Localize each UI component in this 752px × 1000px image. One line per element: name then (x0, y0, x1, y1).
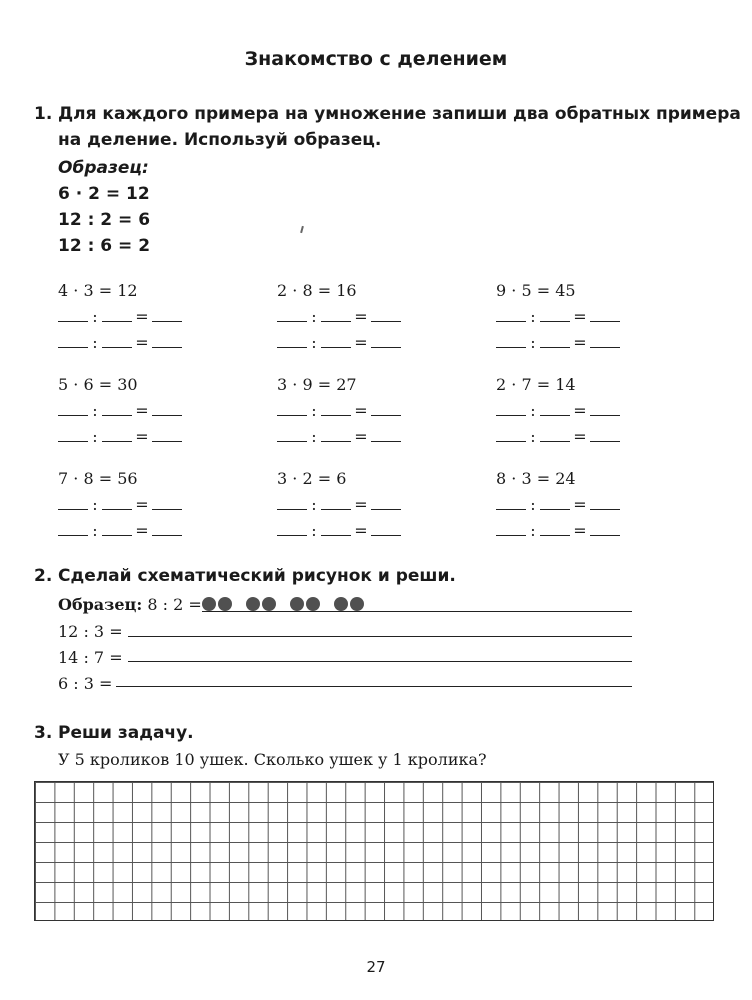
division-blank-row (496, 330, 696, 356)
dot-icon (306, 597, 320, 611)
division-sign: : (92, 333, 98, 352)
pencil-mark (300, 226, 304, 233)
division-sign: : (530, 495, 536, 514)
example-equation: 5 · 6 = 30 (58, 375, 138, 394)
answer-blank[interactable] (321, 305, 351, 322)
example-block (58, 466, 258, 544)
example-equation: 2 · 7 = 14 (496, 375, 576, 394)
answer-blank[interactable] (371, 493, 401, 510)
task-1-sample-line: 12 : 6 = 2 (58, 236, 151, 256)
division-sign: : (311, 521, 317, 540)
equals-sign: = (354, 307, 368, 326)
division-sign: : (311, 427, 317, 446)
task-2-answer-line[interactable] (128, 661, 632, 662)
answer-blank[interactable] (590, 399, 620, 416)
answer-grid[interactable] (34, 781, 714, 921)
division-blank-row (58, 518, 258, 544)
equals-sign: = (354, 521, 368, 540)
answer-blank[interactable] (590, 305, 620, 322)
division-sign: : (92, 401, 98, 420)
answer-blank[interactable] (321, 399, 351, 416)
answer-blank[interactable] (371, 519, 401, 536)
dot-group (246, 596, 278, 615)
task-2-row-expression: 6 : 3 = (58, 674, 113, 693)
answer-blank[interactable] (321, 493, 351, 510)
answer-blank[interactable] (277, 425, 307, 442)
dot-icon (334, 597, 348, 611)
dot-icon (202, 597, 216, 611)
division-sign: : (92, 521, 98, 540)
dot-icon (246, 597, 260, 611)
answer-blank[interactable] (277, 305, 307, 322)
task-3-number: 3. (34, 723, 53, 743)
answer-blank[interactable] (496, 399, 526, 416)
answer-blank[interactable] (58, 331, 88, 348)
page-number: 27 (366, 958, 386, 976)
equals-sign: = (354, 401, 368, 420)
division-blank-row (277, 492, 477, 518)
task-2-row (58, 620, 123, 644)
division-blank-row (58, 492, 258, 518)
division-blank-row (277, 304, 477, 330)
division-sign: : (92, 495, 98, 514)
equals-sign: = (354, 333, 368, 352)
division-sign: : (311, 495, 317, 514)
task-2-sample-prefix: Образец: (58, 595, 143, 614)
dot-icon (262, 597, 276, 611)
task-3-heading (34, 723, 194, 743)
task-2-row (58, 646, 123, 670)
dot-group (202, 596, 234, 615)
division-blank-row (277, 330, 477, 356)
answer-blank[interactable] (371, 305, 401, 322)
equals-sign: = (135, 427, 149, 446)
example-block (496, 466, 696, 544)
equals-sign: = (135, 333, 149, 352)
division-sign: : (92, 307, 98, 326)
division-blank-row (58, 398, 258, 424)
answer-blank[interactable] (58, 519, 88, 536)
answer-blank[interactable] (540, 425, 570, 442)
task-1-heading (34, 104, 741, 124)
task-2-sample-row (58, 593, 202, 617)
answer-blank[interactable] (152, 493, 182, 510)
answer-blank[interactable] (540, 305, 570, 322)
task-1-number: 1. (34, 104, 53, 124)
answer-blank[interactable] (590, 493, 620, 510)
task-3-text: Реши задачу. (58, 723, 194, 743)
answer-blank[interactable] (102, 519, 132, 536)
division-sign: : (92, 427, 98, 446)
answer-blank[interactable] (102, 425, 132, 442)
answer-blank[interactable] (540, 519, 570, 536)
task-2-text: Сделай схематический рисунок и реши. (58, 566, 456, 586)
example-block (496, 372, 696, 450)
answer-blank[interactable] (540, 493, 570, 510)
answer-blank[interactable] (371, 425, 401, 442)
answer-blank[interactable] (277, 399, 307, 416)
division-blank-row (496, 424, 696, 450)
dot-icon (290, 597, 304, 611)
division-sign: : (311, 333, 317, 352)
division-blank-row (58, 330, 258, 356)
answer-blank[interactable] (58, 399, 88, 416)
answer-blank[interactable] (371, 399, 401, 416)
equals-sign: = (573, 427, 587, 446)
task-2-sample-line (202, 611, 632, 612)
task-1-text-line2: на деление. Используй образец. (58, 130, 382, 150)
dot-group (334, 596, 366, 615)
answer-blank[interactable] (321, 425, 351, 442)
division-sign: : (311, 401, 317, 420)
division-blank-row (58, 304, 258, 330)
answer-blank[interactable] (540, 331, 570, 348)
equals-sign: = (573, 521, 587, 540)
example-equation: 4 · 3 = 12 (58, 281, 138, 300)
answer-blank[interactable] (102, 493, 132, 510)
answer-blank[interactable] (58, 493, 88, 510)
task-2-answer-line[interactable] (128, 636, 632, 637)
answer-blank[interactable] (321, 519, 351, 536)
answer-blank[interactable] (540, 399, 570, 416)
example-block (277, 278, 477, 356)
division-blank-row (277, 518, 477, 544)
equals-sign: = (354, 427, 368, 446)
answer-blank[interactable] (321, 331, 351, 348)
equals-sign: = (135, 521, 149, 540)
answer-blank[interactable] (152, 519, 182, 536)
task-2-row-expression: 14 : 7 = (58, 648, 123, 667)
division-blank-row (496, 304, 696, 330)
task-1-text-line1: Для каждого примера на умножение запиши два обратных примера (58, 104, 741, 124)
answer-blank[interactable] (496, 425, 526, 442)
task-2-row (58, 672, 112, 696)
page-title: Знакомство с делением (244, 48, 508, 70)
task-2-answer-line[interactable] (116, 686, 632, 687)
equals-sign: = (135, 401, 149, 420)
task-1-sample-line: 12 : 2 = 6 (58, 210, 151, 230)
answer-blank[interactable] (277, 493, 307, 510)
example-block (496, 278, 696, 356)
answer-blank[interactable] (277, 519, 307, 536)
task-2-heading (34, 566, 456, 586)
equals-sign: = (573, 307, 587, 326)
division-sign: : (530, 427, 536, 446)
answer-blank[interactable] (152, 305, 182, 322)
example-block (277, 466, 477, 544)
example-block (58, 372, 258, 450)
equals-sign: = (354, 495, 368, 514)
answer-blank[interactable] (58, 305, 88, 322)
equals-sign: = (573, 401, 587, 420)
equals-sign: = (573, 495, 587, 514)
answer-blank[interactable] (152, 331, 182, 348)
dot-icon (218, 597, 232, 611)
division-blank-row (496, 398, 696, 424)
example-equation: 3 · 2 = 6 (277, 469, 347, 488)
example-equation: 7 · 8 = 56 (58, 469, 138, 488)
answer-blank[interactable] (152, 425, 182, 442)
answer-blank[interactable] (102, 399, 132, 416)
equals-sign: = (573, 333, 587, 352)
example-equation: 2 · 8 = 16 (277, 281, 357, 300)
dot-group (290, 596, 322, 615)
example-equation: 8 · 3 = 24 (496, 469, 576, 488)
answer-blank[interactable] (496, 331, 526, 348)
answer-blank[interactable] (590, 331, 620, 348)
division-blank-row (277, 398, 477, 424)
task-2-sample-expression: 8 : 2 = (147, 595, 202, 614)
task-2-row-expression: 12 : 3 = (58, 622, 123, 641)
task-1-sample-label: Образец: (58, 158, 149, 178)
example-block (58, 278, 258, 356)
answer-blank[interactable] (496, 305, 526, 322)
answer-blank[interactable] (496, 493, 526, 510)
task-2-sample-dots (202, 596, 378, 612)
answer-blank[interactable] (371, 331, 401, 348)
equals-sign: = (135, 495, 149, 514)
example-block (277, 372, 477, 450)
task-1-sample-line: 6 · 2 = 12 (58, 184, 150, 204)
answer-blank[interactable] (102, 331, 132, 348)
task-2-number: 2. (34, 566, 53, 586)
answer-blank[interactable] (102, 305, 132, 322)
division-blank-row (496, 518, 696, 544)
division-sign: : (530, 521, 536, 540)
example-equation: 9 · 5 = 45 (496, 281, 576, 300)
division-sign: : (530, 333, 536, 352)
answer-blank[interactable] (152, 399, 182, 416)
dot-icon (350, 597, 364, 611)
answer-blank[interactable] (496, 519, 526, 536)
answer-blank[interactable] (590, 519, 620, 536)
division-blank-row (58, 424, 258, 450)
example-equation: 3 · 9 = 27 (277, 375, 357, 394)
answer-blank[interactable] (277, 331, 307, 348)
division-sign: : (530, 307, 536, 326)
division-sign: : (530, 401, 536, 420)
division-sign: : (311, 307, 317, 326)
task-3-problem: У 5 кроликов 10 ушек. Сколько ушек у 1 кролика? (58, 750, 487, 769)
answer-blank[interactable] (58, 425, 88, 442)
answer-blank[interactable] (590, 425, 620, 442)
division-blank-row (496, 492, 696, 518)
division-blank-row (277, 424, 477, 450)
equals-sign: = (135, 307, 149, 326)
